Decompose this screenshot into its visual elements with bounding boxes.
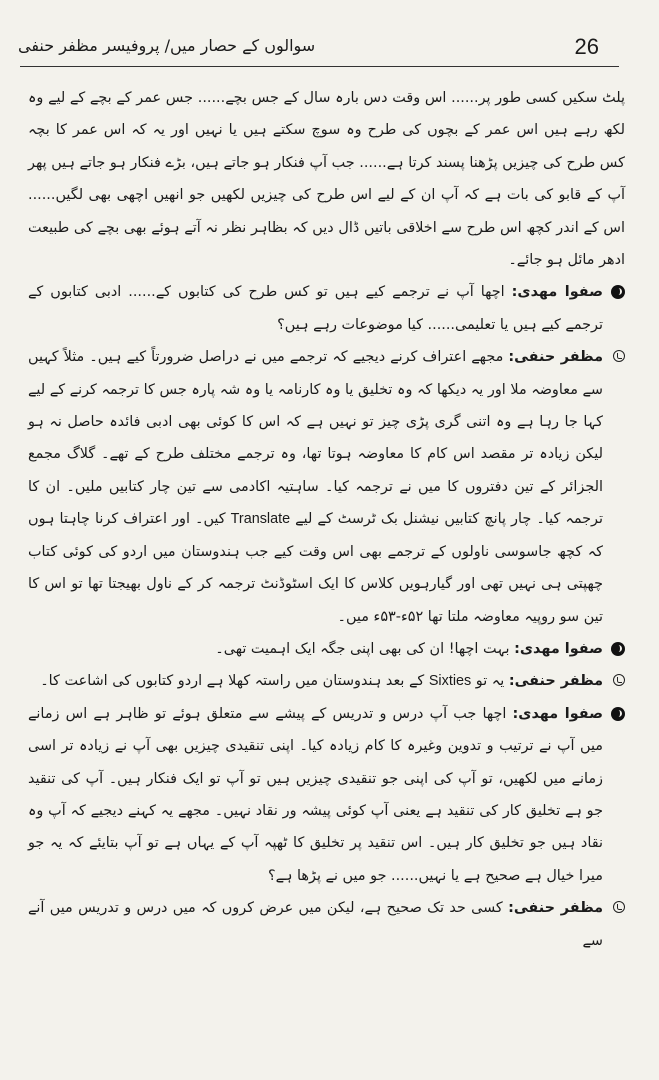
outline-bullet-icon [613,901,625,913]
page-header [18,30,619,64]
english-word: Translate [230,511,291,528]
filled-bullet-icon [611,707,625,721]
dialogue-paragraph [28,665,625,697]
speaker-name: صفوا مھدی: [514,640,603,657]
english-word: Sixties [428,673,472,690]
dialogue-text: اچھا آپ نے ترجمے کیے ہیں تو کس طرح کی کتابوں کے...... ادبی کتابوں کے ترجمے کیے ہیں یا تعلیمی...... کیا موضوعات رہے ہیں؟ [28,284,603,333]
prose-paragraph [28,82,625,276]
outline-bullet-icon [613,674,625,686]
running-title: سوالوں کے حصار میں/ پروفیسر مظفر حنفی [18,36,316,55]
speaker-name: صفوا مھدی: [512,705,603,722]
filled-bullet-icon [611,642,625,656]
dialogue-paragraph [28,892,625,957]
dialogue-text: اچھا جب آپ درس و تدریس کے پیشے سے متعلق ہوئے تو ظاہر ہے اس زمانے میں آپ نے ترتیب و تدوین وغیرہ کا کام زیادہ کیا۔ اپنی تنقیدی چیزیں بھی آپ نے زیادہ تر اسی زمانے میں لکھیں، تو آپ کی اپنی جو تنقیدی چیزیں ہیں تو آپ تو ایک فنکار ہیں۔ آپ کی تنقید جو ہے تخلیق کار کی تنقید ہے یعنی آپ کوئی پیشہ ور نقاد نہیں۔ مجھے یہ کہنے دیجیے کہ آپ وہ نقاد ہیں جو تخلیق کار ہیں۔ اس تنقید پر تخلیق کا ٹھپہ آپ کے یہاں ہے تو آپ بتایئے کہ یہ جو میرا خیال ہے صحیح ہے یا نہیں...... جو میں نے پڑھا ہے؟ [28,705,603,884]
speaker-name: مظفر حنفی: [508,673,603,690]
page-body [28,82,625,1062]
speaker-name: مظفر حنفی: [508,900,604,917]
dialogue-text: بہت اچھا! ان کی بھی اپنی جگہ ایک اہمیت تھی۔ [215,640,515,657]
speaker-name: صفوا مھدی: [511,284,603,301]
dialogue-paragraph [28,276,625,341]
dialogue-text: کسی حد تک صحیح ہے، لیکن میں عرض کروں کہ میں درس و تدریس میں آنے سے [28,900,603,949]
dialogue-text-continued: کیں۔ اور اعتراف کرنا چاہتا ہوں کہ کچھ جاسوسی ناولوں کے ترجمے بھی اس وقت کیے جب ہندوستان میں اردو کی کوئی کتاب چھپتی ہی نہیں تھی اور گیارہویں کلاس کا ایک اسٹوڈنٹ ترجمہ کر کے ناول بھیجتا تھا تو اس کا تین سو روپیہ معاوضہ ملتا تھا ۵۲ء-۵۳ء میں۔ [28,511,603,625]
speaker-name: مظفر حنفی: [508,349,603,366]
filled-bullet-icon [611,285,625,299]
dialogue-paragraph [28,341,625,633]
dialogue-paragraph [28,633,625,665]
page-number: 26 [574,34,599,59]
outline-bullet-icon [613,350,625,362]
dialogue-paragraph [28,698,625,892]
header-rule [20,66,619,67]
dialogue-text-continued: کے بعد ہندوستان میں راستہ کھلا ہے اردو کتابوں کی اشاعت کا۔ [40,673,429,690]
dialogue-text: مجھے اعتراف کرنے دیجیے کہ ترجمے میں نے دراصل ضرورتاً کیے ہیں۔ مثلاً کہیں سے معاوضہ ملا اور یہ دیکھا کہ وہ تخلیق یا وہ کارنامہ یا وہ شہ پارہ جس کا ترجمہ کرنے کے لیے کہا جا رہا ہے وہ اتنی گری پڑی چیز تو نہیں ہے کہ اس کا کوئی بھی ادبی فائدہ حاصل نہ ہو لیکن زیادہ تر مقصد اس کام کا معاوضہ ہوتا تھا، وہ ترجمے مختلف طرح کے تھے۔ گلاگ مجمع الجزائر کے تین دفتروں کا میں نے ترجمہ کیا۔ ساہتیہ اکادمی سے تین چار کتابیں ملیں۔ ان کا ترجمہ کیا۔ چار پانچ کتابیں نیشنل بک ٹرسٹ کے لیے [28,349,603,528]
dialogue-text: یہ تو [471,673,509,690]
paragraph-text: پلٹ سکیں کسی طور پر...... اس وقت دس بارہ سال کے جس بچے...... جس عمر کے بچے کے لیے وہ لکھ رہے ہیں اس عمر کے بچوں کی طرح وہ سوچ سکتے ہیں یا نہیں اور یہ کہ اس عمر کا بچہ کس طرح کی چیزیں پڑھنا پسند کرتا ہے...... جب آپ فنکار ہو جاتے ہیں، بڑے فنکار ہو جاتے ہیں پھر آپ کے قابو کی بات ہے کہ آپ ان کے لیے اس طرح کی چیزیں لکھیں جو انھیں اچھی بھی لگیں...... اس کے اندر کچھ اس طرح سے اخلاقی باتیں ڈال دیں کہ بظاہر نظر نہ آتے ہوئے بھی بچے کی طبیعت ادھر مائل ہو جائے۔ [28,90,625,269]
